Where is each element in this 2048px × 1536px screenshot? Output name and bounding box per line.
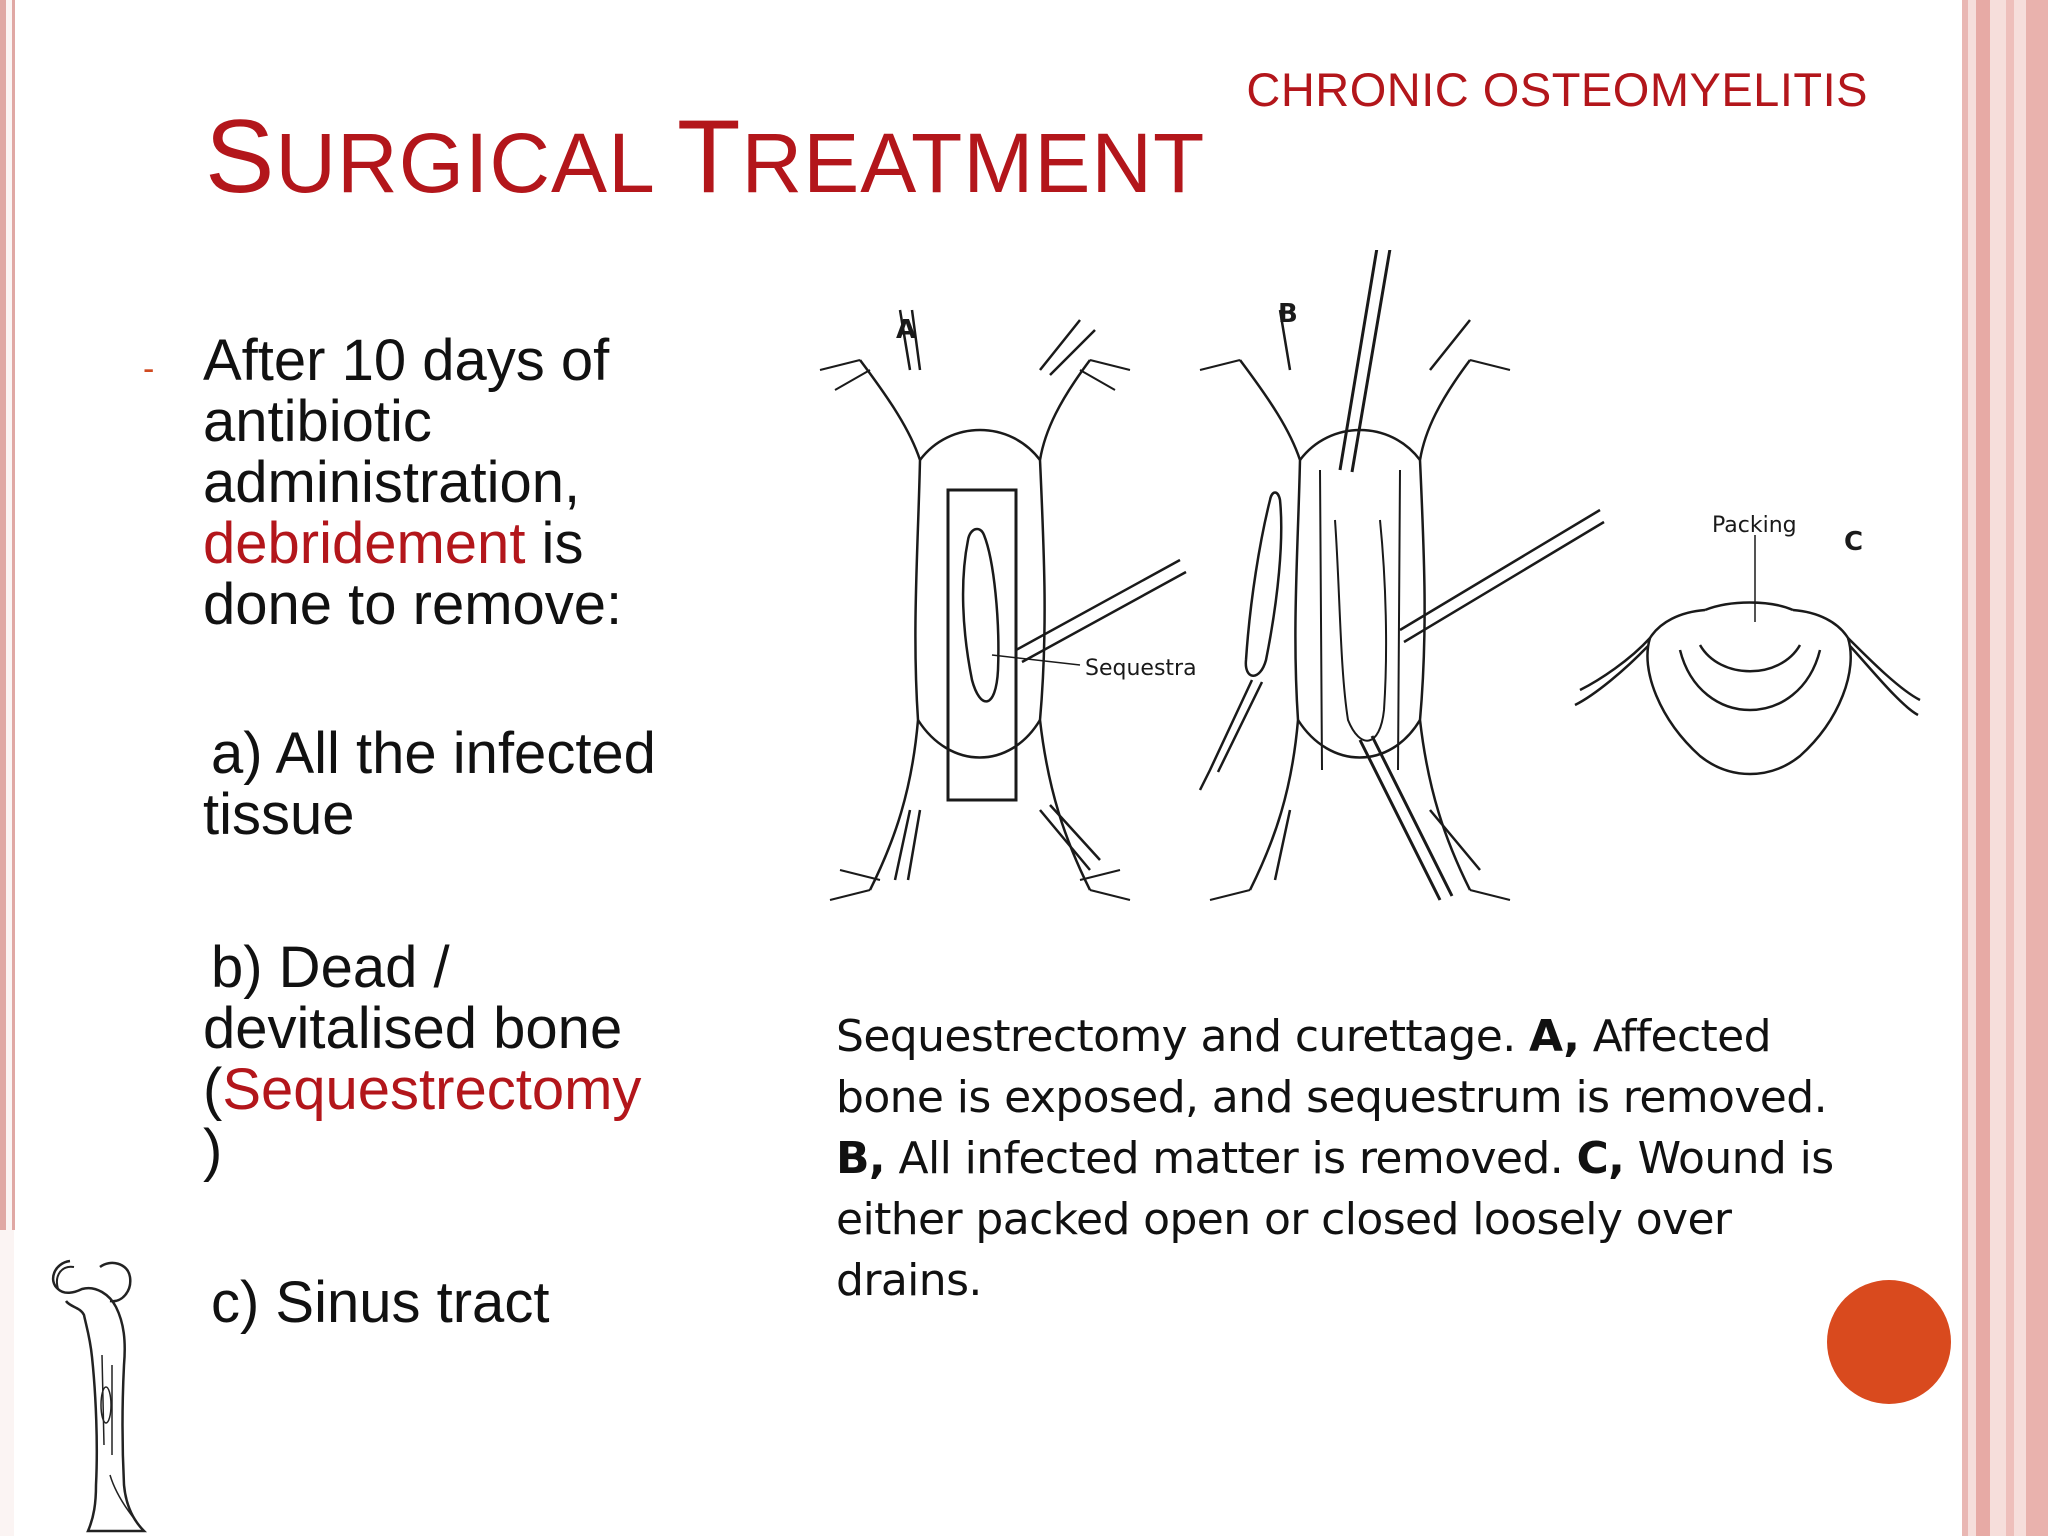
caption-text-c: Wound is either packed open or closed loosely over drains. — [836, 1133, 1834, 1306]
page-title — [205, 98, 1205, 217]
section-label: CHRONIC OSTEOMYELITIS — [1246, 63, 1868, 116]
decorative-circle — [1827, 1280, 1951, 1404]
title-part-1: URGICAL — [275, 116, 678, 210]
caption-bold-c: C, — [1576, 1133, 1625, 1184]
panel-b — [1200, 250, 1604, 900]
label-b: B — [1278, 299, 1298, 329]
right-rail — [1962, 0, 2048, 1536]
title-cap-t: T — [677, 99, 742, 215]
item-b-line-2: devitalised bone — [203, 996, 623, 1061]
item-a — [203, 723, 656, 845]
sequestrectomy-highlight: Sequestrectomy — [222, 1057, 642, 1122]
caption-bold-b: B, — [836, 1133, 886, 1184]
femur-illustration — [40, 1245, 160, 1535]
panel-c — [1575, 535, 1920, 774]
item-b — [203, 937, 641, 1181]
title-part-2: REATMENT — [741, 116, 1206, 210]
surgical-figure — [800, 250, 1930, 940]
item-b-line-3 — [203, 1059, 641, 1120]
caption-text-a: Affected bone is exposed, and sequestrum is removed. — [836, 1011, 1827, 1123]
item-a-line-2: tissue — [203, 782, 355, 847]
caption-intro: Sequestrectomy and curettage. — [836, 1011, 1529, 1062]
title-cap-s: S — [205, 99, 276, 215]
intro-line-4-rest: is — [525, 511, 584, 576]
right-rail-stripe-4 — [2026, 0, 2048, 1536]
right-rail-stripe-1 — [1962, 0, 1968, 1536]
intro-line-1: After 10 days of — [203, 328, 610, 393]
debridement-highlight: debridement — [203, 511, 526, 576]
bullet-intro — [203, 330, 622, 635]
label-a: A — [896, 315, 917, 345]
caption-bold-a: A, — [1528, 1011, 1580, 1062]
item-c: c) Sinus tract — [211, 1270, 550, 1335]
item-b-open-paren: ( — [203, 1057, 223, 1122]
panel-a — [820, 310, 1186, 900]
caption-text-b: All infected matter is removed. — [885, 1133, 1577, 1184]
label-c: C — [1844, 527, 1864, 557]
label-packing: Packing — [1712, 513, 1797, 538]
intro-line-4 — [203, 513, 622, 574]
figure-caption — [836, 1006, 1836, 1311]
item-b-line-1: b) Dead / — [211, 935, 450, 1000]
intro-line-5: done to remove: — [203, 572, 623, 637]
right-rail-stripe-3 — [2006, 0, 2014, 1536]
left-rule-inner — [12, 0, 15, 1230]
label-sequestra: Sequestra — [1085, 656, 1197, 681]
intro-line-2: antibiotic — [203, 389, 432, 454]
bullet-marker: - — [143, 350, 155, 388]
left-rule-outer — [0, 0, 6, 1230]
item-b-line-4: ) — [203, 1118, 223, 1183]
sequestrum-specimen — [1200, 493, 1281, 791]
right-rail-stripe-2 — [1976, 0, 1990, 1536]
item-a-line-1: a) All the infected — [211, 721, 656, 786]
intro-line-3: administration, — [203, 450, 581, 515]
